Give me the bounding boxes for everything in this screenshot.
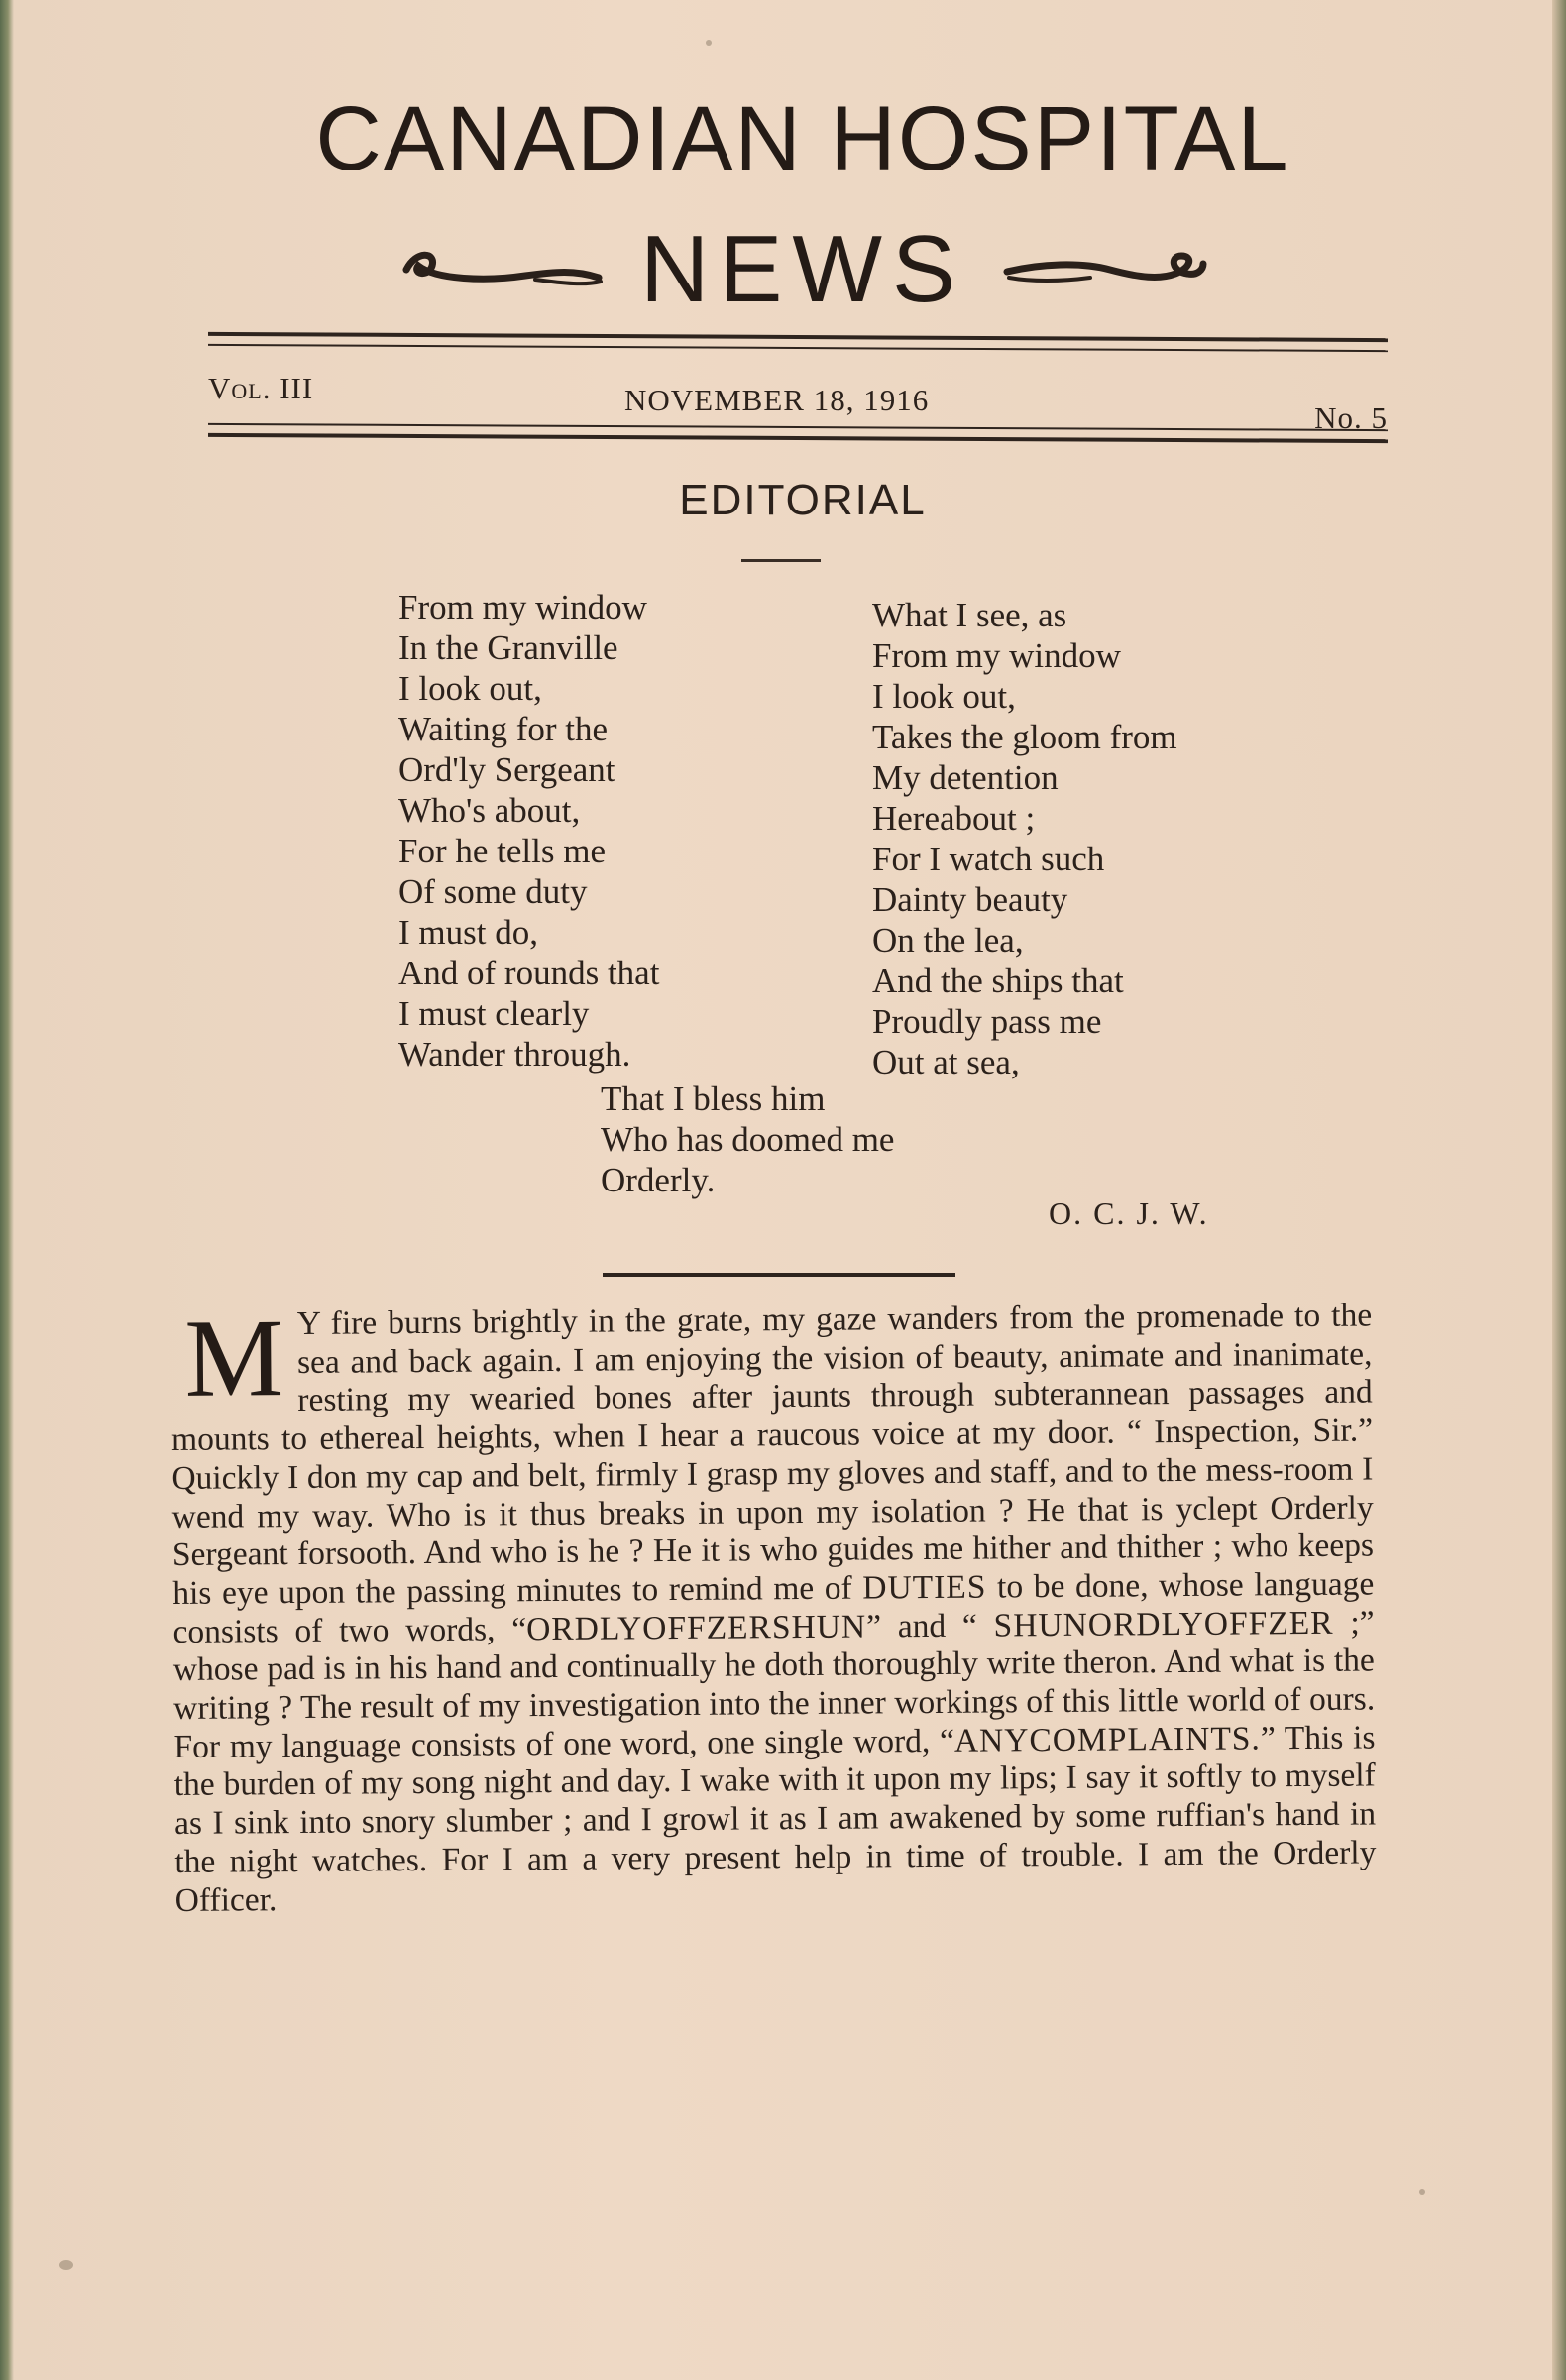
issue-number: No. 5 (1314, 400, 1388, 435)
poem-line: Waiting for the (398, 710, 609, 748)
article-body (170, 1297, 1377, 1920)
poem-line: Ord'ly Sergeant (398, 750, 615, 789)
poem-line: Takes the gloom from (872, 718, 1177, 756)
poem-line: Who has doomed me (601, 1120, 895, 1159)
issue-info-bar (208, 367, 1388, 435)
poem-line: And of rounds that (398, 954, 660, 992)
drop-cap-letter: M (183, 1297, 284, 1420)
left-flourish-ornament (396, 240, 605, 299)
poem-left-column (398, 587, 659, 1075)
section-divider-rule (603, 1273, 955, 1277)
poem-right-column (872, 595, 1177, 1082)
right-flourish-ornament (1001, 240, 1209, 299)
poem-line: Orderly. (601, 1161, 716, 1199)
poem-line: Wander through. (398, 1035, 631, 1074)
bottom-double-rule-thick (208, 433, 1388, 443)
poem-line: What I see, as (872, 596, 1067, 634)
poem-line: For I watch such (872, 840, 1105, 878)
poem-line: Out at sea, (872, 1043, 1020, 1081)
poem-line: I look out, (398, 669, 542, 708)
masthead-title: CANADIAN HOSPITAL (315, 88, 1290, 189)
article-text: ” and “ (865, 1607, 994, 1645)
article-smallcaps-term: DUTIES (862, 1568, 987, 1607)
poem-line: I look out, (872, 677, 1016, 716)
masthead-subtitle: NEWS (640, 216, 965, 322)
paper-blemish (1419, 2189, 1425, 2195)
top-double-rule-thin (208, 344, 1388, 352)
paper-blemish (59, 2260, 73, 2270)
poem-line: My detention (872, 758, 1059, 797)
poem-line: From my window (398, 588, 647, 626)
volume-label: Vol. III (208, 371, 314, 405)
poem-line: In the Granville (398, 628, 618, 667)
poem-closing-lines (601, 1078, 894, 1200)
poem-line: That I bless him (601, 1079, 826, 1118)
article-text: ;” whose pad is in his hand and continually he doth thoroughly write theron. And what is the writing ? The result of my investigation into the inner workings of this little world of ours. For my language consists of one word, one single word, “ (172, 1604, 1376, 1765)
article-smallcaps-term: ANYCOMPLAINTS. (953, 1720, 1262, 1759)
editorial-short-rule (741, 559, 821, 562)
poem-line: For he tells me (398, 832, 606, 870)
paper-blemish (706, 40, 712, 46)
article-text: ” This is the burden of my song night and day. I wake with it upon my lips; I say it softly to myself as I sink into snory slumber ; and I growl it as I am awakened by some ruffian's hand in the night watches. For I am a very present help in time of trouble. I am the Orderly Officer. (173, 1719, 1377, 1919)
top-double-rule-thick (208, 332, 1388, 342)
poem-line: Who's about, (398, 791, 581, 830)
poem-line: Hereabout ; (872, 799, 1036, 838)
poem-line: On the lea, (872, 921, 1024, 960)
article-text: Y fire burns brightly in the grate, my gaze wanders from the promenade to the sea and back again. I am enjoying the vision of beauty, animate and inanimate, resting my wearied bones after jaunts through subterannean passages and mounts to ethereal heights, when I hear a raucous voice at my door. “ Inspection, Sir.” Quickly I don my cap and belt, firmly I grasp my gloves and staff, and to the mess-room I wend my way. Who is it thus breaks in upon my isolation ? He that is yclept Orderly Sergeant forsooth. And who is he ? He it is who guides me hither and thither ; who keeps his eye upon the passing minutes to remind me of (170, 1297, 1375, 1612)
poem-line: I must clearly (398, 994, 590, 1033)
masthead-news-row (367, 210, 1239, 329)
article-smallcaps-term: SHUNORDLYOFFZER (993, 1604, 1334, 1644)
editorial-heading: EDITORIAL (679, 476, 927, 524)
issue-date: NOVEMBER 18, 1916 (624, 383, 930, 417)
poem-line: Dainty beauty (872, 880, 1068, 919)
poem-line: And the ships that (872, 962, 1124, 1000)
poem-line: Proudly pass me (872, 1002, 1102, 1041)
poem-line: Of some duty (398, 872, 588, 911)
article-text: to be done, whose language consists of two words, “ (172, 1565, 1375, 1650)
poem-line: I must do, (398, 913, 538, 952)
article-smallcaps-term: ORDLYOFFZERSHUN (525, 1608, 867, 1647)
poem-signature: O. C. J. W. (1049, 1195, 1209, 1231)
poem-line: From my window (872, 636, 1121, 675)
